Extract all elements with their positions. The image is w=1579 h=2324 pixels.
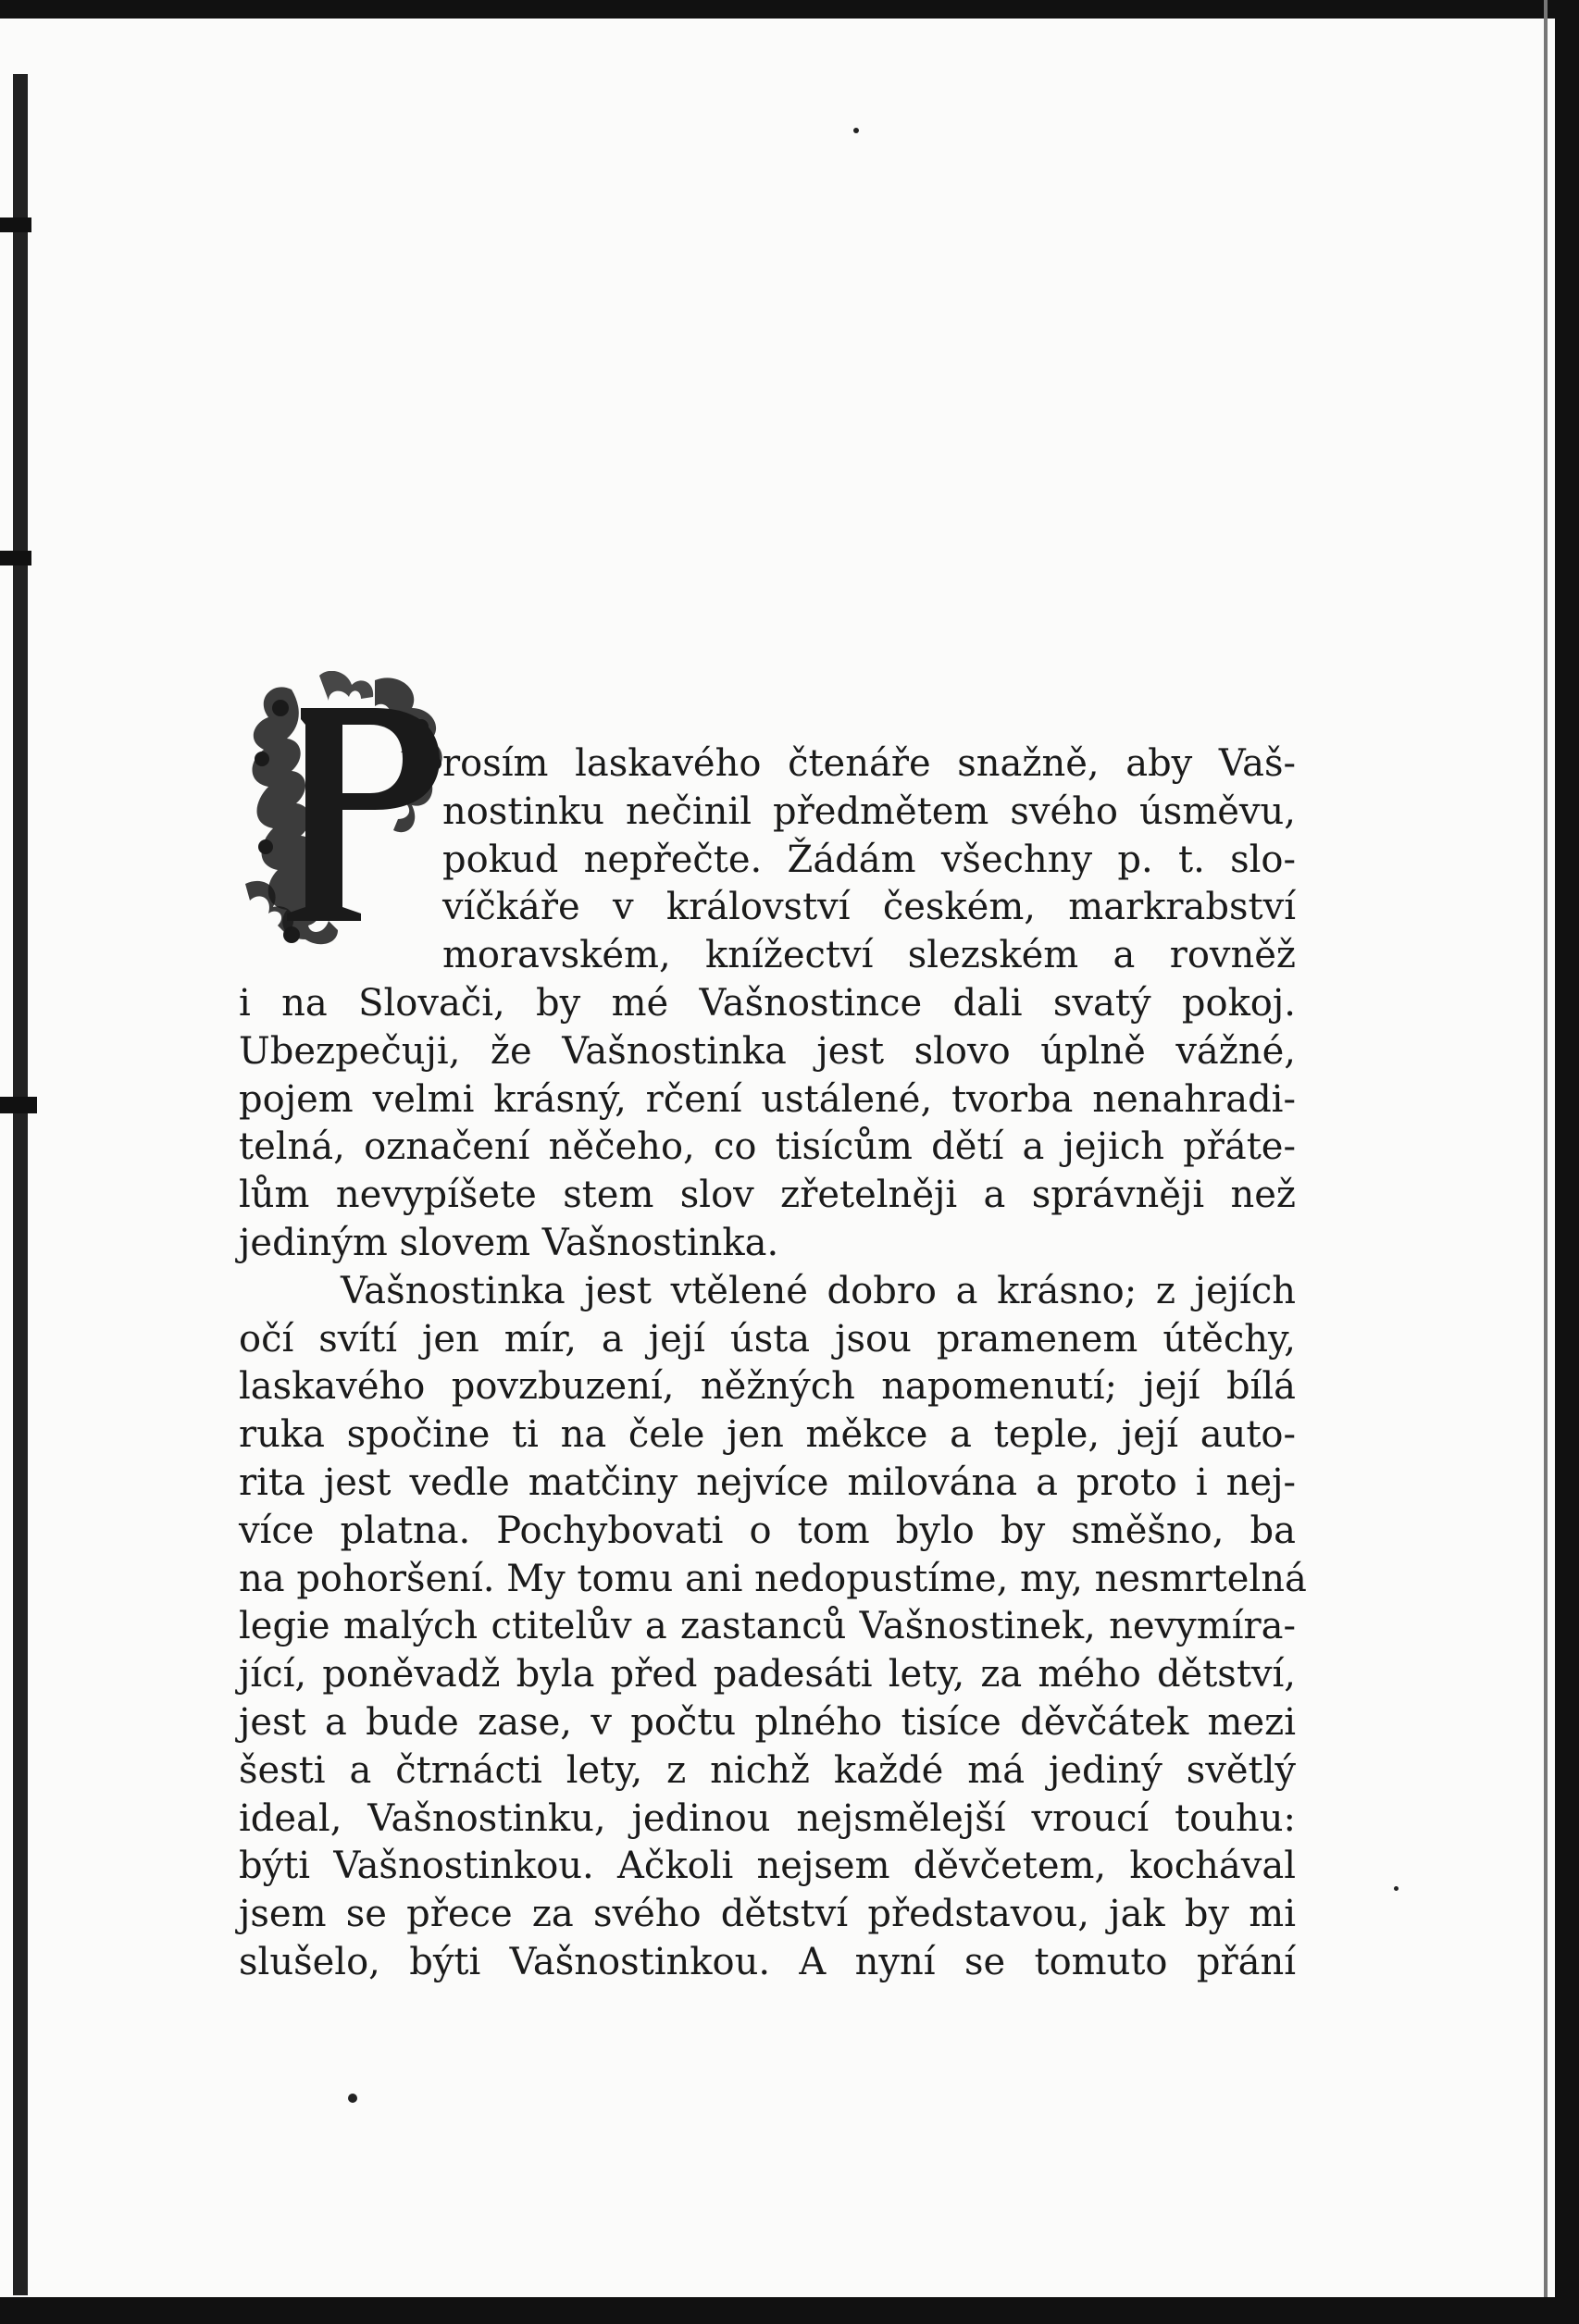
text-line: jediným slovem Vašnostinka. bbox=[239, 1221, 779, 1264]
binding-notch bbox=[0, 217, 31, 232]
scan-border-bottom bbox=[0, 2297, 1579, 2324]
text-line: ruka spočine ti na čele jen měkce a teple, její auto- bbox=[239, 1413, 1296, 1457]
text-line: rosím laskavého čtenáře snažně, aby Vaš- bbox=[442, 742, 1296, 785]
text-line: očí svítí jen mír, a její ústa jsou pramenem útěchy, bbox=[239, 1317, 1296, 1361]
text-line: legie malých ctitelův a zastanců Vašnostinek, nevymíra- bbox=[239, 1605, 1296, 1648]
text-line: jící, poněvadž byla před padesáti lety, za mého dětství, bbox=[239, 1653, 1296, 1696]
text-line: i na Slovači, by mé Vašnostince dali svatý pokoj. bbox=[239, 981, 1296, 1025]
text-line: více platna. Pochybovati o tom bylo by směšno, ba bbox=[239, 1509, 1296, 1552]
text-line: moravském, knížectví slezském a rovněž bbox=[442, 934, 1296, 977]
body-text bbox=[239, 740, 1307, 1987]
binding-notch bbox=[0, 1097, 37, 1113]
scan-speck bbox=[1394, 1886, 1399, 1891]
text-line: víčkáře v království českém, markrabství bbox=[442, 886, 1296, 929]
text-line: jest a bude zase, v počtu plného tisíce děvčátek mezi bbox=[239, 1700, 1296, 1744]
text-line: rita jest vedle matčiny nejvíce milována a proto i nej- bbox=[239, 1460, 1296, 1504]
text-line: telná, označení něčeho, co tisícům dětí a jejich přáte- bbox=[239, 1125, 1296, 1169]
text-line: býti Vašnostinkou. Ačkoli nejsem děvčetem, kochával bbox=[239, 1845, 1296, 1888]
text-line: šesti a čtrnácti lety, z nichž každé má jediný světlý bbox=[239, 1748, 1296, 1792]
scan-speck bbox=[853, 128, 859, 133]
text-line: slušelo, býti Vašnostinkou. A nyní se tomuto přání bbox=[239, 1940, 1296, 1983]
scan-speck bbox=[348, 2094, 357, 2103]
scan-border-right-inner bbox=[1544, 0, 1548, 2324]
text-line: ideal, Vašnostinku, jedinou nejsmělejší vroucí touhu: bbox=[239, 1796, 1296, 1840]
text-line: pokud nepřečte. Žádám všechny p. t. slo- bbox=[442, 838, 1296, 881]
text-line: laskavého povzbuzení, něžných napomenutí; její bílá bbox=[239, 1365, 1296, 1409]
text-line: Ubezpečuji, že Vašnostinka jest slovo úplně vážné, bbox=[239, 1029, 1296, 1073]
text-line: jsem se přece za svého dětství představou, jak by mi bbox=[239, 1893, 1296, 1936]
text-line: Vašnostinka jest vtělené dobro a krásno; z jejích bbox=[341, 1269, 1296, 1312]
scan-border-right bbox=[1555, 0, 1579, 2324]
text-line: pojem velmi krásný, rčení ustálené, tvorba nenahradi- bbox=[239, 1077, 1296, 1121]
text-line: nostinku nečinil předmětem svého úsměvu, bbox=[442, 789, 1296, 833]
scan-binding-edge bbox=[13, 74, 28, 2295]
text-line: lům nevypíšete stem slov zřetelněji a správněji než bbox=[239, 1174, 1296, 1217]
scan-border-top bbox=[0, 0, 1579, 19]
binding-notch bbox=[0, 551, 31, 565]
text-line: na pohoršení. My tomu ani nedopustíme, my, nesmrtelná bbox=[239, 1557, 1307, 1600]
